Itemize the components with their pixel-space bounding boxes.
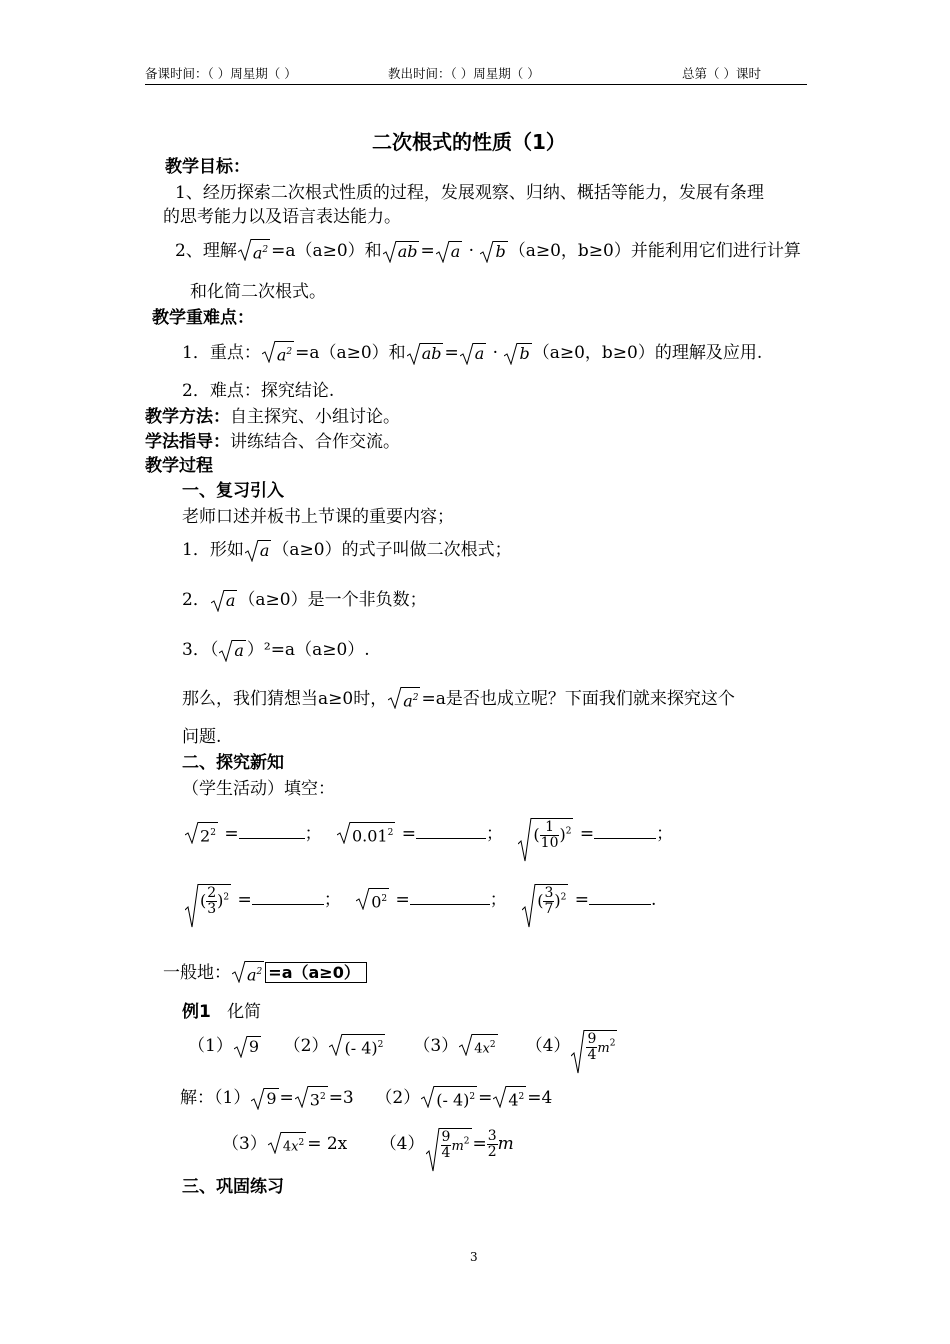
section-1-heading: 一、复习引入 [182, 481, 284, 501]
objective-2-line1: 2、理解 $a^2 =a(a\ge 0)$和 ab = a · b （a≥0，b≥0）并能利用它们进行计算 [175, 241, 801, 263]
general-box: =a（a≥0） [265, 962, 367, 983]
solution-line-1: 解：（1） 9 = $3^2 =3$ （2） (- 4)$^2$ = $4^2 =4$ [180, 1088, 553, 1110]
process-heading: 教学过程 [145, 456, 213, 476]
fill-row-2: ( $\frac{2}{3}$ )$^2$ = ； $0^2$ = ； ( $\frac{3}{7}$ )$^2$ = . [184, 884, 656, 917]
review-1: 1．形如 a （a≥0）的式子叫做二次根式； [182, 540, 512, 560]
section-2-activity: （学生活动）填空： [182, 779, 335, 799]
objectives-heading: 教学目标： [165, 157, 250, 177]
blank-3[interactable] [594, 838, 656, 839]
objective-2-line2: 和化简二次根式。 [190, 282, 326, 302]
blank-2[interactable] [416, 838, 486, 839]
section-2-heading: 二、探究新知 [182, 753, 284, 773]
header-prep-time: 备课时间：（ ）周星期（ ） [145, 66, 297, 81]
header-rule [145, 84, 807, 85]
page-title: 二次根式的性质（1） [372, 130, 566, 154]
general-line: 一般地： $a^2 =a(a\ge 0)$ [163, 958, 367, 986]
method-line: 教学方法：自主探究、小组讨论。 [145, 407, 400, 427]
page-number: 3 [470, 1250, 478, 1264]
guess-line-2: 问题. [182, 727, 222, 747]
objective-1-line1: 1、经历探索二次根式性质的过程，发展观察、归纳、概括等能力，发展有条理 [175, 183, 764, 203]
sqrt-a-squared: $a^2$ [238, 239, 270, 263]
example-1: 例1 化简 [182, 1002, 262, 1022]
solution-line-2: （3） $4x^2 = 2x$ （4） $\frac{9}{4}$ $m^2$ = $\frac{3}{2}$ m [222, 1128, 514, 1161]
section-3-heading: 三、巩固练习 [182, 1177, 284, 1197]
section-1-intro: 老师口述并板书上节课的重要内容； [182, 507, 454, 527]
study-line: 学法指导：讲练结合、合作交流。 [145, 432, 400, 452]
key-points-heading: 教学重难点： [152, 308, 254, 328]
example-questions: （1） 9 （2） (- 4)$^2$ （3） $4x^2$ （4） $\frac{9}{4}$ $m^2$ [188, 1030, 618, 1063]
objective-1-line2: 的思考能力以及语言表达能力。 [163, 207, 401, 227]
blank-6[interactable] [589, 904, 651, 905]
key-point-line: 1．重点： $a^2 =a(a\ge 0)$和 ab = a · b （a≥0，b≥0）的理解及应用. [182, 343, 763, 365]
header-total: 总第（ ）课时 [682, 66, 761, 81]
review-3: 3．（ a ）²=a（a≥0）. [182, 640, 370, 660]
blank-5[interactable] [410, 904, 490, 905]
review-2: 2． a （a≥0）是一个非负数； [182, 590, 427, 610]
guess-line: 那么，我们猜想当a≥0时， $a^2 =a$是否也成立呢？下面我们就来探究这个 [182, 689, 735, 711]
blank-1[interactable] [239, 838, 305, 839]
difficulty-line: 2．难点：探究结论. [182, 381, 335, 401]
fill-row-1: $2^2$ = ； $0.01^2$ = ； ( $\frac{1}{10}$ )$^2$ = ； [184, 818, 673, 851]
blank-4[interactable] [252, 904, 324, 905]
header-teach-time: 教出时间：（ ）周星期（ ） [388, 66, 540, 81]
